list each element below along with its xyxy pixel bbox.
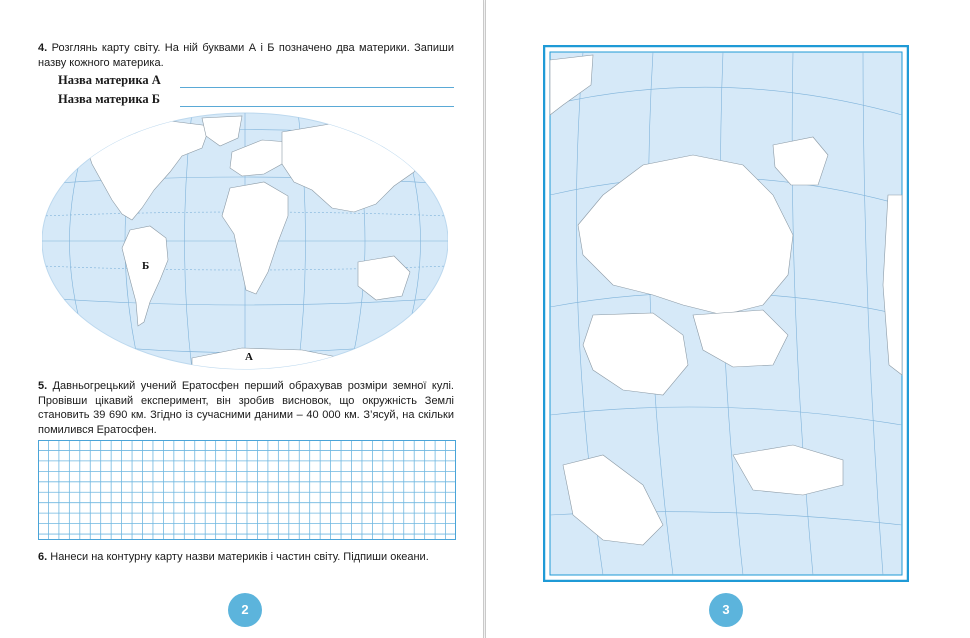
page-number-left: 2 <box>228 593 262 627</box>
task-6-text: Нанеси на контурну карту назви материків і частин світу. Підпиши океани. <box>50 551 429 563</box>
answer-line-a[interactable] <box>180 87 454 88</box>
task-4 <box>38 41 454 70</box>
task-5-number: 5. <box>38 380 48 392</box>
label-continent-a: Назва материка А <box>58 73 161 87</box>
page-number-right: 3 <box>709 593 743 627</box>
contour-map <box>543 45 909 582</box>
right-page <box>485 0 970 638</box>
task-4-number: 4. <box>38 42 48 54</box>
answer-grid[interactable] <box>38 440 456 540</box>
task-6-number: 6. <box>38 551 48 563</box>
world-map <box>42 112 448 370</box>
task-5-text: Давньогрецький учений Ератосфен перший обрахував розміри земної кулі. Провівши цікавий експеримент, він зробив висновок, що окружність Землі становить 39 690 км. Згідно із сучасними даними – 40 000 км. З’ясуй, на скільки помилився Ератосфен. <box>38 380 454 436</box>
task-5 <box>38 379 454 437</box>
task-6 <box>38 550 454 565</box>
answer-line-b[interactable] <box>180 106 454 107</box>
map-marker-a: А <box>245 351 253 363</box>
map-marker-b: Б <box>142 260 150 272</box>
left-page <box>0 0 484 638</box>
label-continent-b: Назва материка Б <box>58 92 160 106</box>
task-4-text: Розглянь карту світу. На ній буквами А і Б позначено два материки. Запиши назву кожного материка. <box>38 42 454 69</box>
